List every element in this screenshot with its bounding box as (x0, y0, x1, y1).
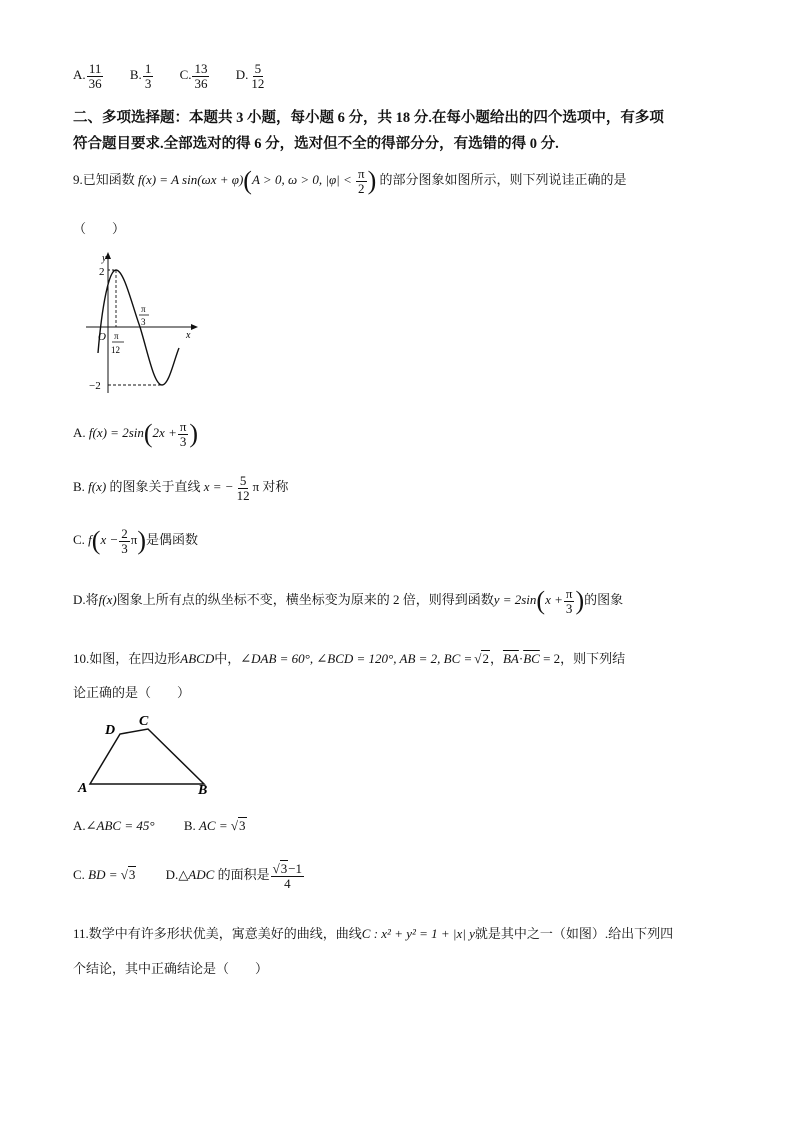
q10-option-d: D.△ADC 的面积是 $\frac{√3-1}{4}$ (165, 861, 303, 891)
q8-option-b: B. $\frac{1}{3}$ (129, 61, 152, 91)
q10-quadrilateral-figure (76, 706, 216, 798)
vertex-d: D (105, 723, 116, 738)
q10-option-c: C. BD = √3 (73, 867, 136, 883)
q8-options-row (73, 62, 289, 90)
graph-tick2-num: π (141, 304, 146, 314)
q9-option-d: D.将f(x)图象上所有点的纵坐标不变，横坐标变为原来的 2 倍，则得到函数y = 2sin(x + $\frac{\pi}{3}$ )的图象 (73, 585, 624, 616)
q10-option-a: A.∠ABC = 45° (73, 818, 155, 833)
section2-line2: 符合题目要求.全部选对的得 6 分，选对但不全的得部分分，有选错的得 0 分. (73, 136, 559, 152)
q9-stem: 9.已知函数 f(x) = A sin(ωx + φ)(A > 0, ω > 0, |φ| < $\frac{\pi}{2}$ ) 的部分图象如图所示，则下列说诖正确的是 (73, 165, 627, 196)
q10-stem-line1: 10.如图，在四边形ABCD中，∠DAB = 60°, ∠BCD = 120°, AB = 2, BC = √2，$\overline{BA}\cdot\overline{BC} = 2$，则下列结 (73, 651, 626, 666)
vertex-b: B (198, 783, 208, 798)
q11-stem-line2: 个结论，其中正确结论是（ ） (73, 961, 269, 976)
q9-sine-graph (84, 250, 204, 395)
q9-option-b: B. f(x) 的图象关于直线 x = − $\frac{5}{12}$ π 对称 (73, 473, 289, 503)
q9-option-c: C. f(x − $\frac{2}{3}$ π)是偶函数 (73, 525, 199, 556)
graph-y-min: −2 (89, 380, 101, 392)
q10-option-b: B. AC = √3 (183, 818, 246, 833)
q10-options-ab (73, 818, 247, 834)
graph-y-max: 2 (99, 266, 105, 278)
graph-origin: O (98, 331, 106, 343)
q10-options-cd (73, 862, 305, 890)
graph-x-arrow (191, 324, 198, 330)
section2-line1: 二、多项选择题：本题共 3 小题，每小题 6 分，共 18 分.在每小题给出的四个选项中，有多项 (73, 110, 664, 126)
q11-stem-line1: 11.数学中有许多形状优美，寓意美好的曲线，曲线C : x² + y² = 1 + |x| y就是其中之一（如图）.给出下列四 (73, 926, 674, 941)
q8-option-a: A. $\frac{11}{36}$ (73, 61, 102, 91)
graph-tick1-num: π (114, 331, 119, 341)
graph-x-label: x (186, 330, 191, 341)
q8-option-c: C. $\frac{13}{36}$ (179, 61, 208, 91)
graph-tick1-den: 12 (111, 345, 120, 355)
q9-option-a: A. f(x) = 2sin(2x + $\frac{\pi}{3}$ ) (73, 418, 199, 449)
q8-option-d: D. $\frac{5}{12}$ (235, 61, 265, 91)
vertex-c: C (139, 714, 149, 729)
graph-y-label: y (102, 253, 107, 264)
q10-stem-line2: 论正确的是（ ） (73, 685, 191, 700)
graph-tick2-den: 3 (141, 317, 146, 327)
q9-paren: （ ） (73, 221, 126, 236)
vertex-a: A (78, 781, 88, 796)
